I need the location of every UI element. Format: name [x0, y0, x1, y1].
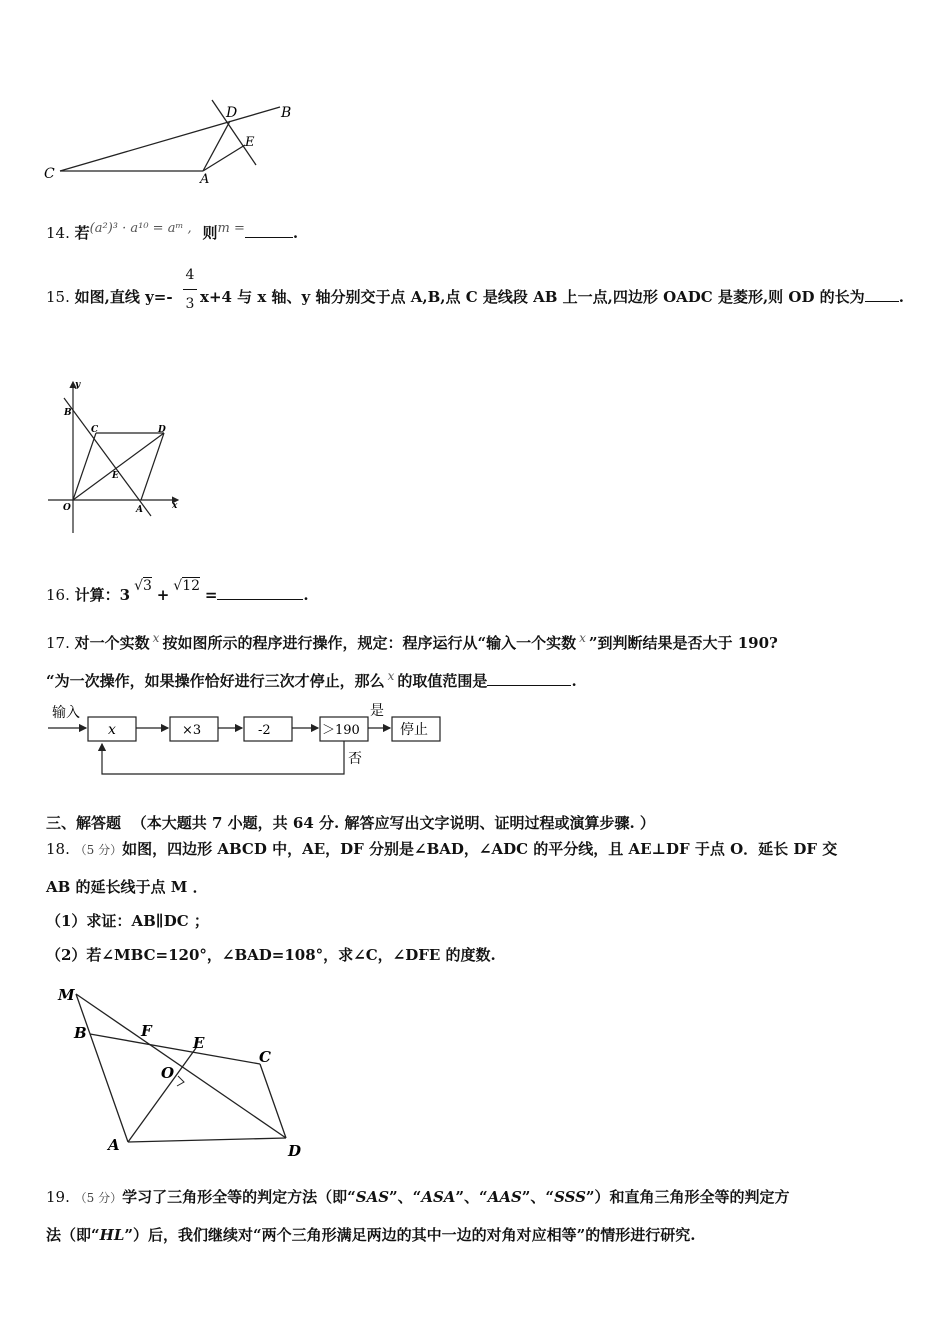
- segment-md: [76, 994, 286, 1138]
- q19-aas: AAS: [487, 1188, 522, 1206]
- label-e: E: [245, 135, 255, 150]
- q15-pre: 如图,直线 y=-: [74, 288, 173, 306]
- q14-end: .: [292, 224, 299, 242]
- var-x: x: [387, 669, 395, 683]
- flow-box-sub-text: -2: [258, 723, 271, 738]
- flow-loop-back: [102, 741, 344, 774]
- answer-blank[interactable]: [487, 671, 571, 686]
- q19-line1-b: ”）和直角三角形全等的判定方: [585, 1188, 790, 1206]
- q16-pre: 计算：3: [74, 586, 131, 604]
- question-14: [46, 222, 298, 243]
- answer-blank[interactable]: [217, 585, 303, 600]
- question-number: 18.: [46, 840, 70, 858]
- question-19-line1: [46, 1186, 790, 1207]
- question-18-part1: （1）求证：AB∥DC ；: [46, 912, 209, 930]
- label-o: O: [161, 1064, 175, 1082]
- question-15: [46, 286, 173, 307]
- section-desc: （本大题共 7 小题，共 64 分. 解答应写出文字说明、证明过程或演算步骤. ）: [131, 814, 655, 832]
- section-title: 三、解答题: [46, 814, 122, 832]
- q14-meq: m =: [217, 221, 245, 236]
- label-b: B: [64, 408, 72, 418]
- score: （5 分）: [74, 843, 123, 857]
- flow-box-stop-text: 停止: [400, 722, 428, 738]
- flow-box-compare-text: ＞190: [322, 723, 360, 738]
- label-f: F: [141, 1022, 152, 1040]
- question-number: 17.: [46, 634, 70, 652]
- question-19-line2: [46, 1224, 696, 1245]
- flow-input-label: 输入: [52, 705, 80, 721]
- flow-no-label: 否: [348, 751, 362, 767]
- flow-box-mul-text: ×3: [182, 723, 202, 738]
- sqrt-3: √3: [134, 578, 152, 594]
- label-d: D: [226, 105, 238, 121]
- label-c: C: [44, 166, 55, 182]
- sqrt-12: √12: [173, 578, 201, 594]
- question-17-line1: [46, 632, 778, 653]
- diagonal-od: [73, 433, 164, 500]
- question-number: 16.: [46, 586, 70, 604]
- figure-q18: [50, 980, 320, 1165]
- label-c: C: [259, 1048, 271, 1066]
- flow-yes-label: 是: [370, 703, 384, 719]
- q17-line1-a: 对一个实数: [74, 634, 150, 652]
- q19-sas: SAS: [355, 1188, 390, 1206]
- question-16: [46, 578, 309, 605]
- section-header: [46, 812, 655, 833]
- label-a: A: [200, 172, 210, 187]
- answer-blank[interactable]: [865, 287, 899, 302]
- fraction-denominator: 3: [183, 289, 197, 318]
- q15-rest: [200, 286, 904, 307]
- label-x: x: [172, 501, 178, 511]
- label-c: C: [91, 425, 99, 435]
- q19-line1-a: 学习了三角形全等的判定方法（即“: [122, 1188, 356, 1206]
- answer-blank[interactable]: [245, 223, 293, 238]
- q19-sss: SSS: [554, 1188, 586, 1206]
- q16-eq: =: [204, 586, 218, 604]
- question-number: 19.: [46, 1188, 70, 1206]
- q17-line2-b: 的取值范围是: [397, 672, 488, 690]
- q17-line1-c: ”到判断结果是否大于 190?: [588, 634, 778, 652]
- flowchart-q17: [46, 700, 456, 780]
- label-a: A: [136, 505, 143, 515]
- label-d: D: [158, 425, 166, 435]
- label-b: B: [74, 1024, 87, 1042]
- side-oc: [73, 433, 96, 500]
- question-number: 15.: [46, 288, 70, 306]
- question-18-part2: （2）若∠MBC=120°，∠BAD=108°，求∠C，∠DFE 的度数.: [46, 946, 496, 964]
- line-ab: [64, 398, 151, 516]
- q15-end: .: [898, 288, 904, 306]
- q17-line1-b: 按如图所示的程序进行操作，规定：程序运行从“输入一个实数: [162, 634, 577, 652]
- q16-plus: +: [156, 586, 170, 604]
- q14-pre: 若: [74, 224, 90, 242]
- q15-fraction: [183, 261, 197, 318]
- question-17-line2: [46, 670, 577, 691]
- label-m: M: [58, 986, 75, 1004]
- q17-line2-a: “为一次操作，如果操作恰好进行三次才停止，那么: [46, 672, 385, 690]
- var-x: x: [579, 631, 586, 645]
- q16-end: .: [303, 586, 309, 604]
- q19-hl: HL: [99, 1226, 125, 1244]
- q14-mid: 则: [202, 224, 218, 242]
- segment-ae: [128, 1048, 196, 1142]
- score: （5 分）: [74, 1191, 123, 1205]
- q19-sep3: ”、“: [521, 1188, 555, 1206]
- label-y: y: [75, 380, 81, 390]
- question-18-line2: AB 的延长线于点 M ．: [46, 878, 208, 896]
- label-b: B: [281, 105, 292, 121]
- var-x: x: [152, 631, 160, 645]
- q14-formula: (a²)³ · a¹⁰ = aᵐ ,: [89, 221, 192, 236]
- q15-post: x+4 与 x 轴、y 轴分别交于点 A,B,点 C 是线段 AB 上一点,四边形 OADC 是菱形,则 OD 的长为: [200, 288, 865, 306]
- label-e: E: [112, 471, 119, 481]
- side-da: [141, 433, 164, 500]
- question-18-line1: [46, 838, 837, 859]
- right-angle-mark: [177, 1076, 184, 1086]
- segment-bc: [90, 1034, 260, 1064]
- flow-box-x-text: x: [108, 722, 116, 738]
- segment-cd: [260, 1064, 286, 1138]
- figure-q15: [46, 378, 186, 538]
- segment-mb-a: [76, 994, 128, 1142]
- q19-line2-a: 法（即“: [46, 1226, 100, 1244]
- question-number: 14.: [46, 224, 70, 242]
- q18-line1: 如图，四边形 ABCD 中，AE，DF 分别是∠BAD，∠ADC 的平分线，且 AE⊥DF 于点 O．延长 DF 交: [122, 840, 838, 858]
- q19-asa: ASA: [421, 1188, 456, 1206]
- fraction-numerator: 4: [185, 267, 195, 283]
- figure-q13: [40, 95, 310, 190]
- segment-ad: [128, 1138, 286, 1142]
- label-e: E: [193, 1034, 205, 1052]
- label-d: D: [288, 1142, 302, 1160]
- q19-sep1: ”、“: [389, 1188, 422, 1206]
- label-a: A: [108, 1136, 120, 1154]
- label-o: O: [63, 503, 71, 513]
- q17-end: .: [571, 672, 577, 690]
- q19-sep2: ”、“: [455, 1188, 488, 1206]
- q19-line2-b: ”）后，我们继续对“两个三角形满足两边的其中一边的对角对应相等”的情形进行研究.: [124, 1226, 696, 1244]
